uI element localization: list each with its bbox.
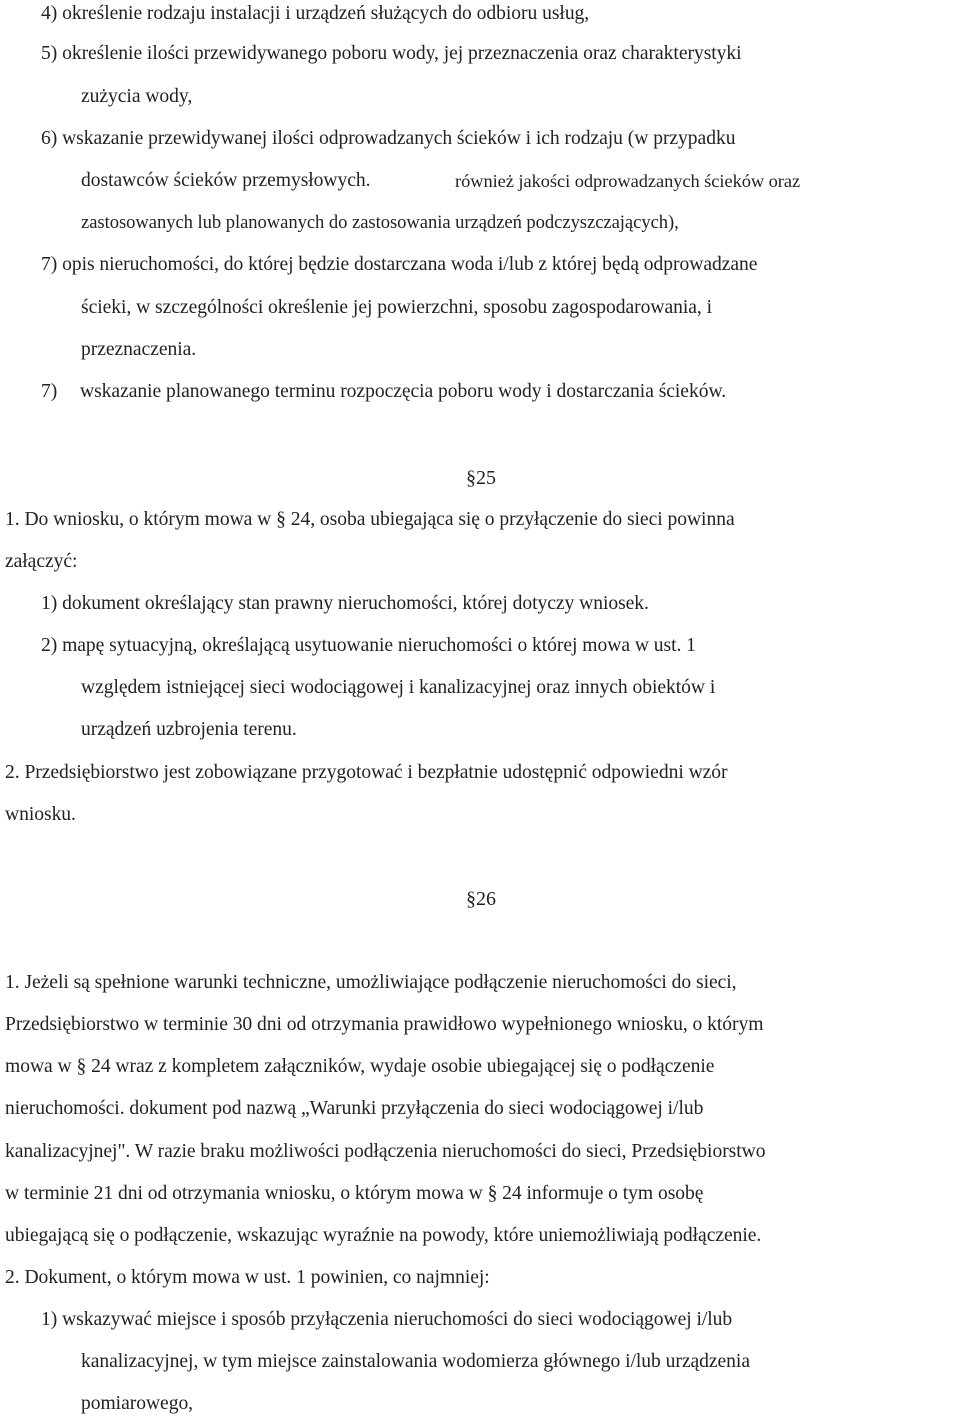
list-item-7-line-3: przeznaczenia. — [81, 339, 197, 360]
list-item-6-line-3: zastosowanych lub planowanych do zastosowania urządzeń podczyszczających), — [81, 212, 679, 233]
section-26-p1-line-1: 1. Jeżeli są spełnione warunki techniczne, umożliwiające podłączenie nieruchomości do sieci, — [5, 972, 737, 993]
section-25-heading: §25 — [466, 467, 496, 489]
list-item-7-line-1: 7) opis nieruchomości, do której będzie dostarczana woda i/lub z której będą odprowadzane — [41, 254, 758, 275]
list-item-7b-number: 7) — [41, 381, 58, 402]
section-25-item-2-line-1: 2) mapę sytuacyjną, określającą usytuowanie nieruchomości o której mowa w ust. 1 — [41, 635, 696, 656]
list-item-5-line-1: 5) określenie ilości przewidywanego poboru wody, jej przeznaczenia oraz charakterystyki — [41, 43, 742, 64]
section-25-p2-line-1: 2. Przedsiębiorstwo jest zobowiązane przygotować i bezpłatnie udostępnić odpowiedni wzór — [5, 762, 728, 783]
section-26-item-1-line-2: kanalizacyjnej, w tym miejsce zainstalowania wodomierza głównego i/lub urządzenia — [81, 1351, 750, 1372]
list-item-5-line-2: zużycia wody, — [81, 86, 193, 107]
section-25-item-1: 1) dokument określający stan prawny nieruchomości, której dotyczy wniosek. — [41, 593, 649, 614]
section-25-p2-line-2: wniosku. — [5, 804, 76, 825]
section-25-item-2-line-2: względem istniejącej sieci wodociągowej i kanalizacyjnej oraz innych obiektów i — [81, 677, 716, 698]
list-item-6-line-1: 6) wskazanie przewidywanej ilości odprowadzanych ścieków i ich rodzaju (w przypadku — [41, 128, 736, 149]
section-26-item-1-line-1: 1) wskazywać miejsce i sposób przyłączenia nieruchomości do sieci wodociągowej i/lub — [41, 1309, 733, 1330]
list-item-6-line-2b: również jakości odprowadzanych ścieków oraz — [455, 171, 801, 191]
section-25-item-2-line-3: urządzeń uzbrojenia terenu. — [81, 719, 297, 740]
list-item-7-line-2: ścieki, w szczególności określenie jej powierzchni, sposobu zagospodarowania, i — [81, 297, 713, 318]
section-26-p1-line-4: nieruchomości. dokument pod nazwą „Warunki przyłączenia do sieci wodociągowej i/lub — [5, 1098, 704, 1119]
section-26-item-1-line-3: pomiarowego, — [81, 1393, 194, 1414]
section-26-p1-line-3: mowa w § 24 wraz z kompletem załączników, wydaje osobie ubiegającej się o podłączenie — [5, 1056, 715, 1077]
list-item-6-line-2a: dostawców ścieków przemysłowych. — [81, 170, 371, 191]
list-item-7b-text: wskazanie planowanego terminu rozpoczęcia poboru wody i dostarczania ścieków. — [80, 381, 727, 402]
section-26-p1-line-2: Przedsiębiorstwo w terminie 30 dni od otrzymania prawidłowo wypełnionego wniosku, o którym — [5, 1014, 764, 1035]
section-25-p1-line-2: załączyć: — [5, 551, 78, 572]
section-26-p1-line-5: kanalizacyjnej". W razie braku możliwości podłączenia nieruchomości do sieci, Przedsiębiorstwo — [5, 1141, 766, 1162]
section-26-p1-line-7: ubiegającą się o podłączenie, wskazując wyraźnie na powody, które uniemożliwiają podłączenie. — [5, 1225, 762, 1246]
section-26-p2-line-1: 2. Dokument, o którym mowa w ust. 1 powinien, co najmniej: — [5, 1267, 490, 1288]
section-26-p1-line-6: w terminie 21 dni od otrzymania wniosku, o którym mowa w § 24 informuje o tym osobę — [5, 1183, 704, 1204]
list-item-4: 4) określenie rodzaju instalacji i urządzeń służących do odbioru usług, — [41, 3, 590, 24]
section-26-heading: §26 — [466, 888, 496, 910]
section-25-p1-line-1: 1. Do wniosku, o którym mowa w § 24, osoba ubiegająca się o przyłączenie do sieci powinna — [5, 509, 735, 530]
